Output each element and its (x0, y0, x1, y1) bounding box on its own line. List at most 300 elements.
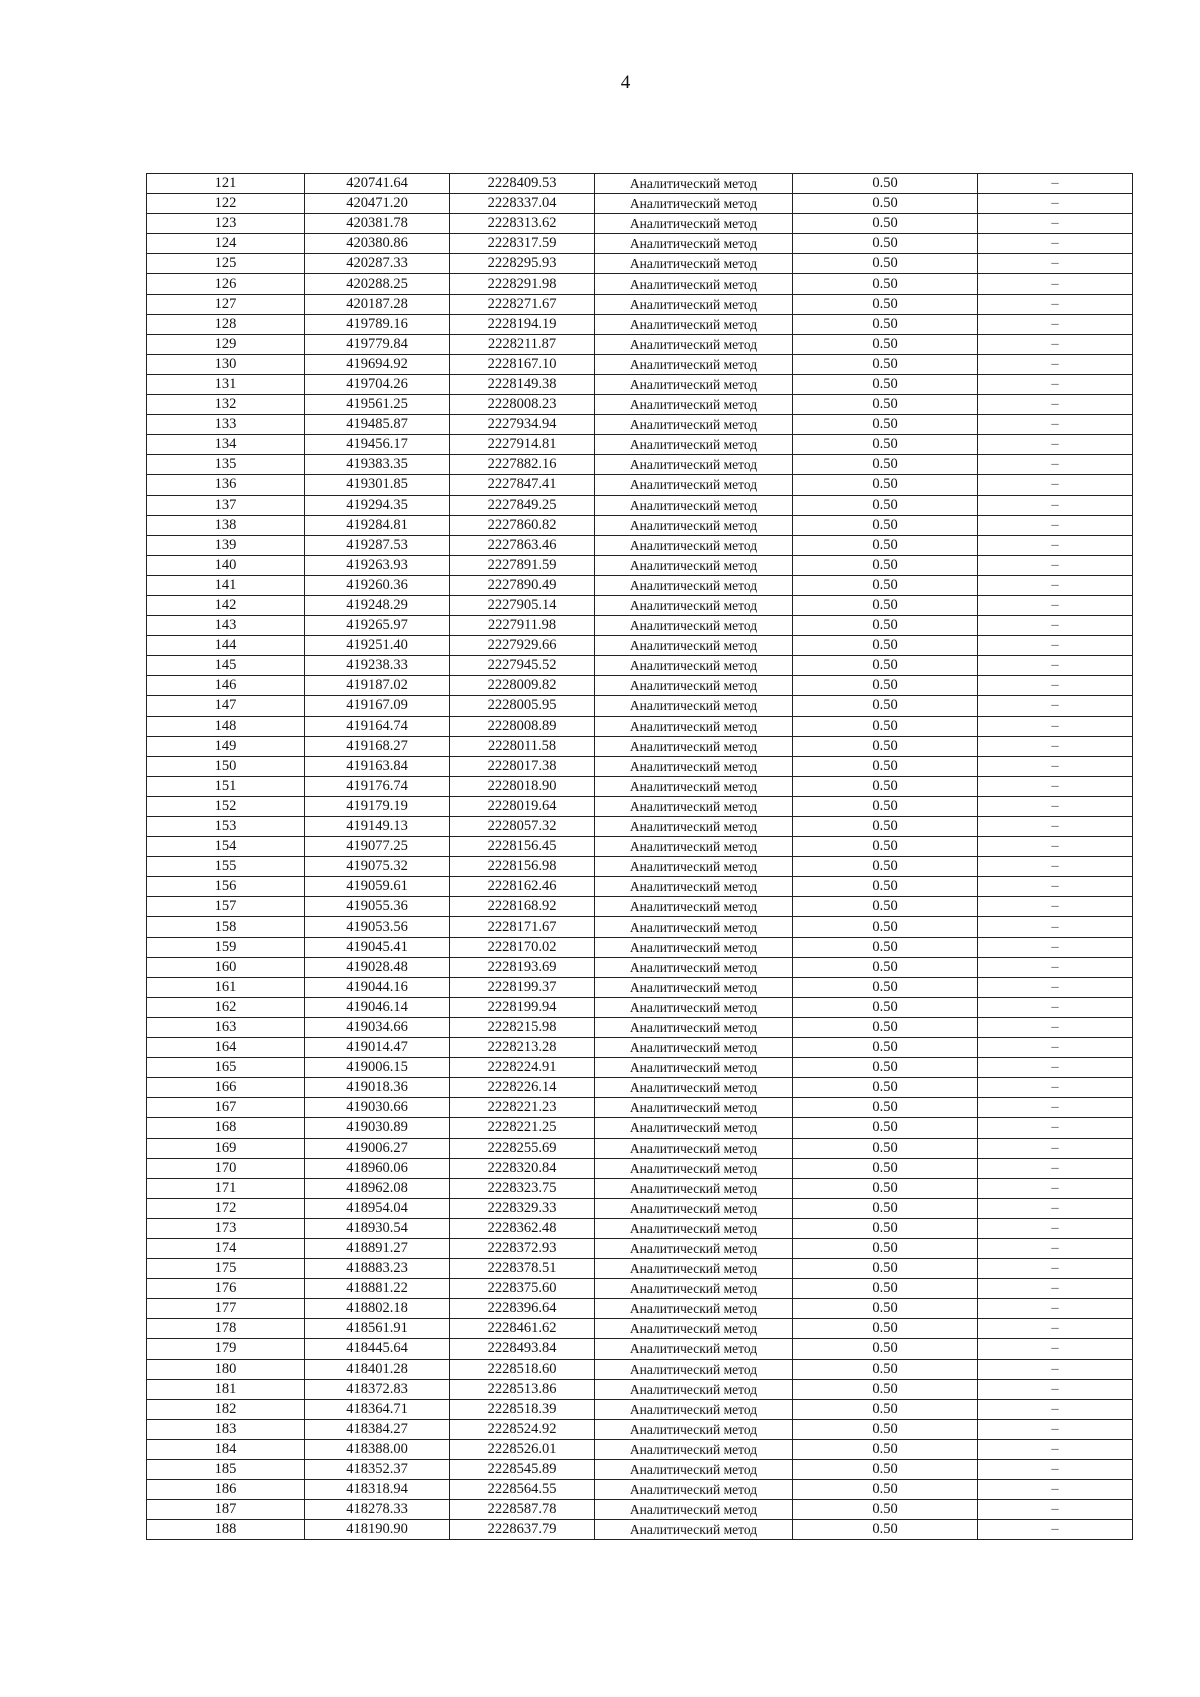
note-cell: – (978, 957, 1133, 977)
note-cell: – (978, 756, 1133, 776)
accuracy-cell: 0.50 (793, 1238, 978, 1258)
method-cell: Аналитический метод (595, 716, 793, 736)
note-cell: – (978, 636, 1133, 656)
note-cell: – (978, 1520, 1133, 1540)
accuracy-cell: 0.50 (793, 274, 978, 294)
method-cell: Аналитический метод (595, 495, 793, 515)
x-coordinate-cell: 419456.17 (305, 435, 450, 455)
note-cell: – (978, 234, 1133, 254)
accuracy-cell: 0.50 (793, 656, 978, 676)
note-cell: – (978, 1500, 1133, 1520)
table-row (147, 1399, 1133, 1419)
table-row (147, 1017, 1133, 1037)
y-coordinate-cell: 2228193.69 (450, 957, 595, 977)
table-row (147, 1198, 1133, 1218)
table-row (147, 274, 1133, 294)
y-coordinate-cell: 2228329.33 (450, 1198, 595, 1218)
method-cell: Аналитический метод (595, 696, 793, 716)
y-coordinate-cell: 2227891.59 (450, 555, 595, 575)
y-coordinate-cell: 2228372.93 (450, 1238, 595, 1258)
accuracy-cell: 0.50 (793, 1038, 978, 1058)
method-cell: Аналитический метод (595, 515, 793, 535)
y-coordinate-cell: 2228295.93 (450, 254, 595, 274)
point-number-cell: 184 (147, 1439, 305, 1459)
accuracy-cell: 0.50 (793, 1098, 978, 1118)
point-number-cell: 157 (147, 897, 305, 917)
point-number-cell: 150 (147, 756, 305, 776)
x-coordinate-cell: 418278.33 (305, 1500, 450, 1520)
y-coordinate-cell: 2227847.41 (450, 475, 595, 495)
method-cell: Аналитический метод (595, 214, 793, 234)
point-number-cell: 121 (147, 174, 305, 194)
table-row (147, 415, 1133, 435)
method-cell: Аналитический метод (595, 1419, 793, 1439)
table-row (147, 294, 1133, 314)
point-number-cell: 163 (147, 1017, 305, 1037)
y-coordinate-cell: 2227849.25 (450, 495, 595, 515)
x-coordinate-cell: 419044.16 (305, 977, 450, 997)
y-coordinate-cell: 2228524.92 (450, 1419, 595, 1439)
y-coordinate-cell: 2228378.51 (450, 1259, 595, 1279)
x-coordinate-cell: 418954.04 (305, 1198, 450, 1218)
y-coordinate-cell: 2228221.25 (450, 1118, 595, 1138)
accuracy-cell: 0.50 (793, 756, 978, 776)
x-coordinate-cell: 420471.20 (305, 194, 450, 214)
accuracy-cell: 0.50 (793, 616, 978, 636)
x-coordinate-cell: 419053.56 (305, 917, 450, 937)
table-row (147, 1500, 1133, 1520)
point-number-cell: 148 (147, 716, 305, 736)
table-row (147, 696, 1133, 716)
table-row (147, 1520, 1133, 1540)
method-cell: Аналитический метод (595, 174, 793, 194)
accuracy-cell: 0.50 (793, 595, 978, 615)
method-cell: Аналитический метод (595, 1319, 793, 1339)
point-number-cell: 164 (147, 1038, 305, 1058)
y-coordinate-cell: 2228215.98 (450, 1017, 595, 1037)
x-coordinate-cell: 419045.41 (305, 937, 450, 957)
method-cell: Аналитический метод (595, 435, 793, 455)
table-row (147, 656, 1133, 676)
accuracy-cell: 0.50 (793, 1259, 978, 1279)
note-cell: – (978, 214, 1133, 234)
note-cell: – (978, 314, 1133, 334)
point-number-cell: 141 (147, 575, 305, 595)
x-coordinate-cell: 419028.48 (305, 957, 450, 977)
method-cell: Аналитический метод (595, 1259, 793, 1279)
method-cell: Аналитический метод (595, 1158, 793, 1178)
note-cell: – (978, 294, 1133, 314)
y-coordinate-cell: 2228396.64 (450, 1299, 595, 1319)
accuracy-cell: 0.50 (793, 897, 978, 917)
table-row (147, 1319, 1133, 1339)
method-cell: Аналитический метод (595, 1178, 793, 1198)
y-coordinate-cell: 2228320.84 (450, 1158, 595, 1178)
accuracy-cell: 0.50 (793, 917, 978, 937)
table-row (147, 1339, 1133, 1359)
x-coordinate-cell: 419014.47 (305, 1038, 450, 1058)
point-number-cell: 151 (147, 776, 305, 796)
y-coordinate-cell: 2228149.38 (450, 374, 595, 394)
y-coordinate-cell: 2228168.92 (450, 897, 595, 917)
accuracy-cell: 0.50 (793, 1198, 978, 1218)
x-coordinate-cell: 419248.29 (305, 595, 450, 615)
note-cell: – (978, 1359, 1133, 1379)
note-cell: – (978, 1218, 1133, 1238)
point-number-cell: 159 (147, 937, 305, 957)
x-coordinate-cell: 419055.36 (305, 897, 450, 917)
point-number-cell: 181 (147, 1379, 305, 1399)
note-cell: – (978, 1238, 1133, 1258)
note-cell: – (978, 817, 1133, 837)
method-cell: Аналитический метод (595, 1238, 793, 1258)
y-coordinate-cell: 2228211.87 (450, 334, 595, 354)
note-cell: – (978, 897, 1133, 917)
method-cell: Аналитический метод (595, 676, 793, 696)
table-row (147, 535, 1133, 555)
note-cell: – (978, 1058, 1133, 1078)
table-row (147, 1419, 1133, 1439)
x-coordinate-cell: 419284.81 (305, 515, 450, 535)
accuracy-cell: 0.50 (793, 776, 978, 796)
note-cell: – (978, 1419, 1133, 1439)
x-coordinate-cell: 419383.35 (305, 455, 450, 475)
note-cell: – (978, 334, 1133, 354)
coordinates-table (146, 173, 1133, 1540)
point-number-cell: 132 (147, 395, 305, 415)
note-cell: – (978, 776, 1133, 796)
method-cell: Аналитический метод (595, 455, 793, 475)
table-row (147, 1038, 1133, 1058)
note-cell: – (978, 837, 1133, 857)
accuracy-cell: 0.50 (793, 174, 978, 194)
point-number-cell: 180 (147, 1359, 305, 1379)
point-number-cell: 160 (147, 957, 305, 977)
y-coordinate-cell: 2228226.14 (450, 1078, 595, 1098)
x-coordinate-cell: 418401.28 (305, 1359, 450, 1379)
y-coordinate-cell: 2228018.90 (450, 776, 595, 796)
x-coordinate-cell: 419006.15 (305, 1058, 450, 1078)
method-cell: Аналитический метод (595, 796, 793, 816)
point-number-cell: 161 (147, 977, 305, 997)
table-row (147, 857, 1133, 877)
point-number-cell: 168 (147, 1118, 305, 1138)
note-cell: – (978, 1017, 1133, 1037)
note-cell: – (978, 997, 1133, 1017)
table-row (147, 1058, 1133, 1078)
accuracy-cell: 0.50 (793, 676, 978, 696)
y-coordinate-cell: 2228271.67 (450, 294, 595, 314)
method-cell: Аналитический метод (595, 736, 793, 756)
accuracy-cell: 0.50 (793, 1078, 978, 1098)
y-coordinate-cell: 2228513.86 (450, 1379, 595, 1399)
accuracy-cell: 0.50 (793, 1359, 978, 1379)
table-row (147, 616, 1133, 636)
x-coordinate-cell: 418190.90 (305, 1520, 450, 1540)
table-row (147, 636, 1133, 656)
x-coordinate-cell: 419294.35 (305, 495, 450, 515)
accuracy-cell: 0.50 (793, 294, 978, 314)
note-cell: – (978, 877, 1133, 897)
point-number-cell: 182 (147, 1399, 305, 1419)
method-cell: Аналитический метод (595, 294, 793, 314)
method-cell: Аналитический метод (595, 595, 793, 615)
method-cell: Аналитический метод (595, 1339, 793, 1359)
x-coordinate-cell: 420187.28 (305, 294, 450, 314)
table-row (147, 314, 1133, 334)
note-cell: – (978, 1178, 1133, 1198)
method-cell: Аналитический метод (595, 1138, 793, 1158)
x-coordinate-cell: 419561.25 (305, 395, 450, 415)
method-cell: Аналитический метод (595, 977, 793, 997)
table-row (147, 1238, 1133, 1258)
method-cell: Аналитический метод (595, 917, 793, 937)
method-cell: Аналитический метод (595, 1500, 793, 1520)
table-row (147, 334, 1133, 354)
accuracy-cell: 0.50 (793, 254, 978, 274)
x-coordinate-cell: 419149.13 (305, 817, 450, 837)
point-number-cell: 169 (147, 1138, 305, 1158)
point-number-cell: 136 (147, 475, 305, 495)
y-coordinate-cell: 2228637.79 (450, 1520, 595, 1540)
point-number-cell: 138 (147, 515, 305, 535)
y-coordinate-cell: 2227945.52 (450, 656, 595, 676)
x-coordinate-cell: 419287.53 (305, 535, 450, 555)
note-cell: – (978, 595, 1133, 615)
accuracy-cell: 0.50 (793, 1017, 978, 1037)
note-cell: – (978, 535, 1133, 555)
method-cell: Аналитический метод (595, 877, 793, 897)
x-coordinate-cell: 419260.36 (305, 575, 450, 595)
y-coordinate-cell: 2227882.16 (450, 455, 595, 475)
note-cell: – (978, 1399, 1133, 1419)
method-cell: Аналитический метод (595, 194, 793, 214)
table-row (147, 174, 1133, 194)
point-number-cell: 186 (147, 1480, 305, 1500)
accuracy-cell: 0.50 (793, 636, 978, 656)
accuracy-cell: 0.50 (793, 1399, 978, 1419)
accuracy-cell: 0.50 (793, 997, 978, 1017)
point-number-cell: 152 (147, 796, 305, 816)
x-coordinate-cell: 419694.92 (305, 354, 450, 374)
x-coordinate-cell: 419046.14 (305, 997, 450, 1017)
table-row (147, 676, 1133, 696)
point-number-cell: 174 (147, 1238, 305, 1258)
method-cell: Аналитический метод (595, 937, 793, 957)
note-cell: – (978, 1118, 1133, 1138)
x-coordinate-cell: 419238.33 (305, 656, 450, 676)
table-row (147, 374, 1133, 394)
point-number-cell: 137 (147, 495, 305, 515)
method-cell: Аналитический метод (595, 334, 793, 354)
method-cell: Аналитический метод (595, 535, 793, 555)
note-cell: – (978, 656, 1133, 676)
point-number-cell: 173 (147, 1218, 305, 1238)
note-cell: – (978, 977, 1133, 997)
y-coordinate-cell: 2228255.69 (450, 1138, 595, 1158)
method-cell: Аналитический метод (595, 234, 793, 254)
note-cell: – (978, 1098, 1133, 1118)
point-number-cell: 178 (147, 1319, 305, 1339)
x-coordinate-cell: 418388.00 (305, 1439, 450, 1459)
point-number-cell: 171 (147, 1178, 305, 1198)
point-number-cell: 165 (147, 1058, 305, 1078)
note-cell: – (978, 435, 1133, 455)
coordinates-table-body (147, 174, 1133, 1540)
y-coordinate-cell: 2228493.84 (450, 1339, 595, 1359)
x-coordinate-cell: 419059.61 (305, 877, 450, 897)
x-coordinate-cell: 419030.66 (305, 1098, 450, 1118)
point-number-cell: 126 (147, 274, 305, 294)
table-row (147, 897, 1133, 917)
x-coordinate-cell: 419075.32 (305, 857, 450, 877)
method-cell: Аналитический метод (595, 1017, 793, 1037)
accuracy-cell: 0.50 (793, 1379, 978, 1399)
method-cell: Аналитический метод (595, 1098, 793, 1118)
y-coordinate-cell: 2228526.01 (450, 1439, 595, 1459)
y-coordinate-cell: 2228213.28 (450, 1038, 595, 1058)
x-coordinate-cell: 419789.16 (305, 314, 450, 334)
table-row (147, 756, 1133, 776)
point-number-cell: 140 (147, 555, 305, 575)
table-row (147, 214, 1133, 234)
table-row (147, 1078, 1133, 1098)
method-cell: Аналитический метод (595, 555, 793, 575)
method-cell: Аналитический метод (595, 897, 793, 917)
y-coordinate-cell: 2228005.95 (450, 696, 595, 716)
x-coordinate-cell: 419265.97 (305, 616, 450, 636)
table-row (147, 495, 1133, 515)
note-cell: – (978, 1259, 1133, 1279)
note-cell: – (978, 1279, 1133, 1299)
table-row (147, 194, 1133, 214)
point-number-cell: 185 (147, 1460, 305, 1480)
y-coordinate-cell: 2228587.78 (450, 1500, 595, 1520)
note-cell: – (978, 937, 1133, 957)
method-cell: Аналитический метод (595, 1439, 793, 1459)
point-number-cell: 167 (147, 1098, 305, 1118)
method-cell: Аналитический метод (595, 1520, 793, 1540)
point-number-cell: 133 (147, 415, 305, 435)
point-number-cell: 176 (147, 1279, 305, 1299)
table-row (147, 796, 1133, 816)
note-cell: – (978, 495, 1133, 515)
x-coordinate-cell: 418881.22 (305, 1279, 450, 1299)
method-cell: Аналитический метод (595, 314, 793, 334)
note-cell: – (978, 555, 1133, 575)
note-cell: – (978, 917, 1133, 937)
point-number-cell: 149 (147, 736, 305, 756)
accuracy-cell: 0.50 (793, 575, 978, 595)
page-number: 4 (620, 72, 631, 93)
table-row (147, 395, 1133, 415)
accuracy-cell: 0.50 (793, 1178, 978, 1198)
table-row (147, 455, 1133, 475)
point-number-cell: 153 (147, 817, 305, 837)
y-coordinate-cell: 2228409.53 (450, 174, 595, 194)
point-number-cell: 125 (147, 254, 305, 274)
point-number-cell: 156 (147, 877, 305, 897)
x-coordinate-cell: 419301.85 (305, 475, 450, 495)
table-row (147, 736, 1133, 756)
method-cell: Аналитический метод (595, 475, 793, 495)
point-number-cell: 139 (147, 535, 305, 555)
table-row (147, 1098, 1133, 1118)
note-cell: – (978, 1439, 1133, 1459)
x-coordinate-cell: 418372.83 (305, 1379, 450, 1399)
x-coordinate-cell: 418962.08 (305, 1178, 450, 1198)
x-coordinate-cell: 419704.26 (305, 374, 450, 394)
note-cell: – (978, 1138, 1133, 1158)
y-coordinate-cell: 2228170.02 (450, 937, 595, 957)
accuracy-cell: 0.50 (793, 696, 978, 716)
table-row (147, 957, 1133, 977)
point-number-cell: 131 (147, 374, 305, 394)
y-coordinate-cell: 2228019.64 (450, 796, 595, 816)
table-row (147, 555, 1133, 575)
method-cell: Аналитический метод (595, 636, 793, 656)
method-cell: Аналитический метод (595, 837, 793, 857)
point-number-cell: 170 (147, 1158, 305, 1178)
x-coordinate-cell: 419485.87 (305, 415, 450, 435)
note-cell: – (978, 354, 1133, 374)
x-coordinate-cell: 419263.93 (305, 555, 450, 575)
accuracy-cell: 0.50 (793, 857, 978, 877)
y-coordinate-cell: 2228518.60 (450, 1359, 595, 1379)
point-number-cell: 122 (147, 194, 305, 214)
accuracy-cell: 0.50 (793, 1299, 978, 1319)
point-number-cell: 158 (147, 917, 305, 937)
table-row (147, 1379, 1133, 1399)
y-coordinate-cell: 2227934.94 (450, 415, 595, 435)
y-coordinate-cell: 2228317.59 (450, 234, 595, 254)
y-coordinate-cell: 2228199.37 (450, 977, 595, 997)
note-cell: – (978, 274, 1133, 294)
point-number-cell: 166 (147, 1078, 305, 1098)
note-cell: – (978, 1158, 1133, 1178)
y-coordinate-cell: 2228057.32 (450, 817, 595, 837)
method-cell: Аналитический метод (595, 1460, 793, 1480)
accuracy-cell: 0.50 (793, 234, 978, 254)
x-coordinate-cell: 420287.33 (305, 254, 450, 274)
point-number-cell: 130 (147, 354, 305, 374)
accuracy-cell: 0.50 (793, 1158, 978, 1178)
x-coordinate-cell: 420741.64 (305, 174, 450, 194)
y-coordinate-cell: 2228362.48 (450, 1218, 595, 1238)
note-cell: – (978, 676, 1133, 696)
point-number-cell: 145 (147, 656, 305, 676)
method-cell: Аналитический метод (595, 1399, 793, 1419)
accuracy-cell: 0.50 (793, 1319, 978, 1339)
note-cell: – (978, 616, 1133, 636)
x-coordinate-cell: 419779.84 (305, 334, 450, 354)
point-number-cell: 155 (147, 857, 305, 877)
point-number-cell: 128 (147, 314, 305, 334)
point-number-cell: 154 (147, 837, 305, 857)
table-row (147, 1259, 1133, 1279)
note-cell: – (978, 1038, 1133, 1058)
note-cell: – (978, 254, 1133, 274)
x-coordinate-cell: 419167.09 (305, 696, 450, 716)
note-cell: – (978, 415, 1133, 435)
point-number-cell: 134 (147, 435, 305, 455)
table-row (147, 917, 1133, 937)
accuracy-cell: 0.50 (793, 817, 978, 837)
point-number-cell: 172 (147, 1198, 305, 1218)
method-cell: Аналитический метод (595, 1299, 793, 1319)
accuracy-cell: 0.50 (793, 374, 978, 394)
method-cell: Аналитический метод (595, 1218, 793, 1238)
